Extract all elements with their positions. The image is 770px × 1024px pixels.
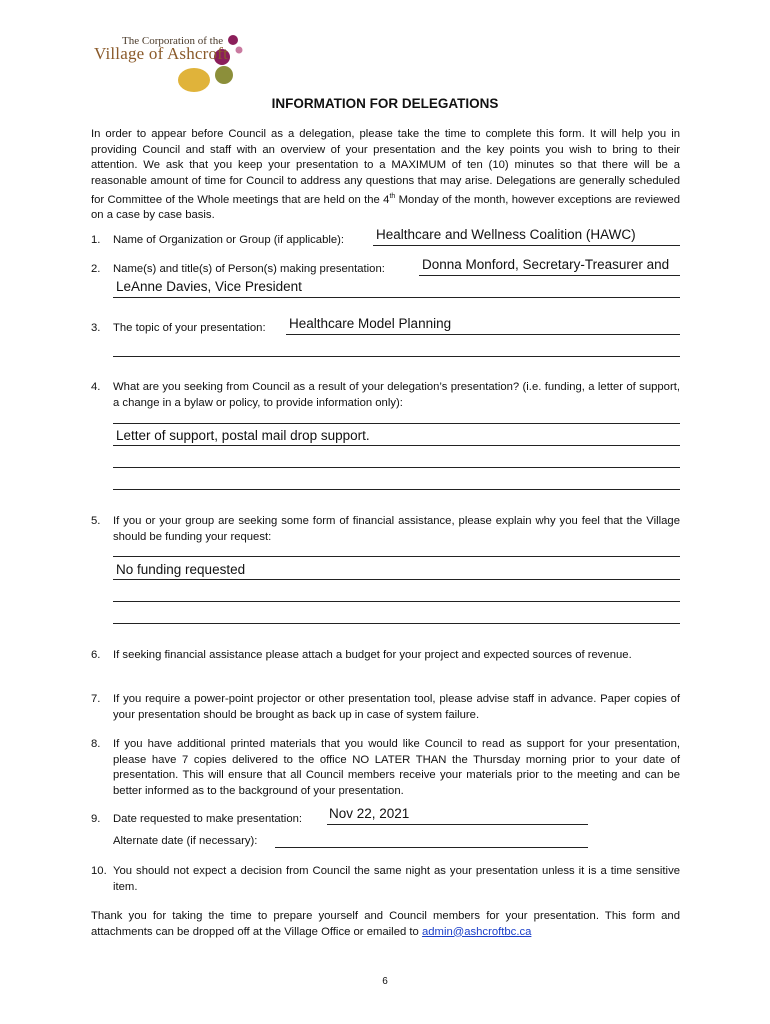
- q7-text: If you require a power-point projector or other presentation tool, please advise staff in advance. Paper copies of your presentation should be brought as back up in case of system failure.: [113, 693, 680, 721]
- q9-line: [327, 824, 588, 825]
- q3-value[interactable]: Healthcare Model Planning: [289, 316, 452, 331]
- closing-paragraph: Thank you for taking the time to prepare yourself and Council members for your presentation. This form and attachments can be dropped off at the Village Office or emailed to admin@ashcroftbc.ca: [91, 910, 680, 938]
- q9-number: 9.: [91, 813, 101, 825]
- intro-sup: th: [389, 193, 396, 200]
- q1-label: Name of Organization or Group (if applicable):: [113, 234, 345, 246]
- q9-value[interactable]: Nov 22, 2021: [329, 806, 410, 821]
- q2-number: 2.: [91, 263, 101, 275]
- q4-number: 4.: [91, 381, 101, 393]
- page-number: 6: [382, 976, 388, 987]
- q1-number: 1.: [91, 234, 101, 246]
- q4-line1: [113, 423, 680, 424]
- q3-number: 3.: [91, 322, 101, 334]
- q7-number: 7.: [91, 693, 101, 705]
- q4-value[interactable]: Letter of support, postal mail drop support.: [116, 428, 370, 443]
- logo-line2: Village of Ashcroft: [94, 44, 229, 63]
- q5-label: If you or your group are seeking some form of financial assistance, please explain why you feel that the Village should be funding your request:: [113, 515, 680, 543]
- q3-label: The topic of your presentation:: [113, 322, 266, 334]
- q4-line2: [113, 445, 680, 446]
- q6-text: If seeking financial assistance please attach a budget for your project and expected sources of revenue.: [113, 649, 632, 661]
- q5-line2: [113, 579, 680, 580]
- q9-label: Date requested to make presentation:: [113, 813, 303, 825]
- q1-line: [373, 245, 680, 246]
- q4-label: What are you seeking from Council as a result of your delegation’s presentation? (i.e. funding, a letter of support, a change in a bylaw or policy, to provide information only):: [113, 381, 680, 409]
- q2-value-line2[interactable]: LeAnne Davies, Vice President: [116, 279, 302, 294]
- email-link[interactable]: admin@ashcroftbc.ca: [421, 925, 532, 938]
- q4-line4: [113, 489, 680, 490]
- q8-text: If you have additional printed materials that you would like Council to read as support for your presentation, please have 7 copies delivered to the office NO LATER THAN the Thursday morning prior to your date of presentation. This will ensure that all Council members receive your materials prior to the meeting and can be better informed as to the background of your presentation.: [113, 738, 680, 797]
- q8-number: 8.: [91, 738, 101, 750]
- q6-number: 6.: [91, 649, 101, 661]
- page-title: INFORMATION FOR DELEGATIONS: [271, 96, 499, 111]
- q3-line2: [113, 356, 680, 357]
- q2-label: Name(s) and title(s) of Person(s) making presentation:: [113, 263, 385, 275]
- q2-line1: [419, 275, 680, 276]
- q5-value[interactable]: No funding requested: [116, 562, 246, 577]
- q5-line4: [113, 623, 680, 624]
- q2-value-line1[interactable]: Donna Monford, Secretary-Treasurer and: [422, 257, 670, 272]
- q1-value[interactable]: Healthcare and Wellness Coalition (HAWC): [376, 227, 636, 242]
- intro-paragraph: In order to appear before Council as a delegation, please take the time to complete this form. It will help you in providing Council and staff with an overview of your presentation and the key points you wish to bring to their attention. We ask that you keep your presentation to a MAXIMUM of ten (10) minutes so that there will be a reasonable amount of time for Council to address any questions that may arise. Delegations are generally scheduled for Committee of the Whole meetings that are held on the 4th Monday of the month, however exceptions are reviewed on a case by case basis.: [91, 128, 680, 222]
- logo-line1: The Corporation of the: [122, 35, 224, 47]
- q9-alt-line[interactable]: [275, 847, 588, 848]
- q3-line1: [286, 334, 680, 335]
- q5-line1: [113, 556, 680, 557]
- q2-line2: [113, 297, 680, 298]
- q4-line3: [113, 467, 680, 468]
- q10-number: 10.: [91, 865, 107, 877]
- q5-number: 5.: [91, 515, 101, 527]
- q10-text: You should not expect a decision from Council the same night as your presentation unless it is a time sensitive item.: [113, 865, 680, 893]
- q5-line3: [113, 601, 680, 602]
- q9-alt-label: Alternate date (if necessary):: [113, 835, 258, 847]
